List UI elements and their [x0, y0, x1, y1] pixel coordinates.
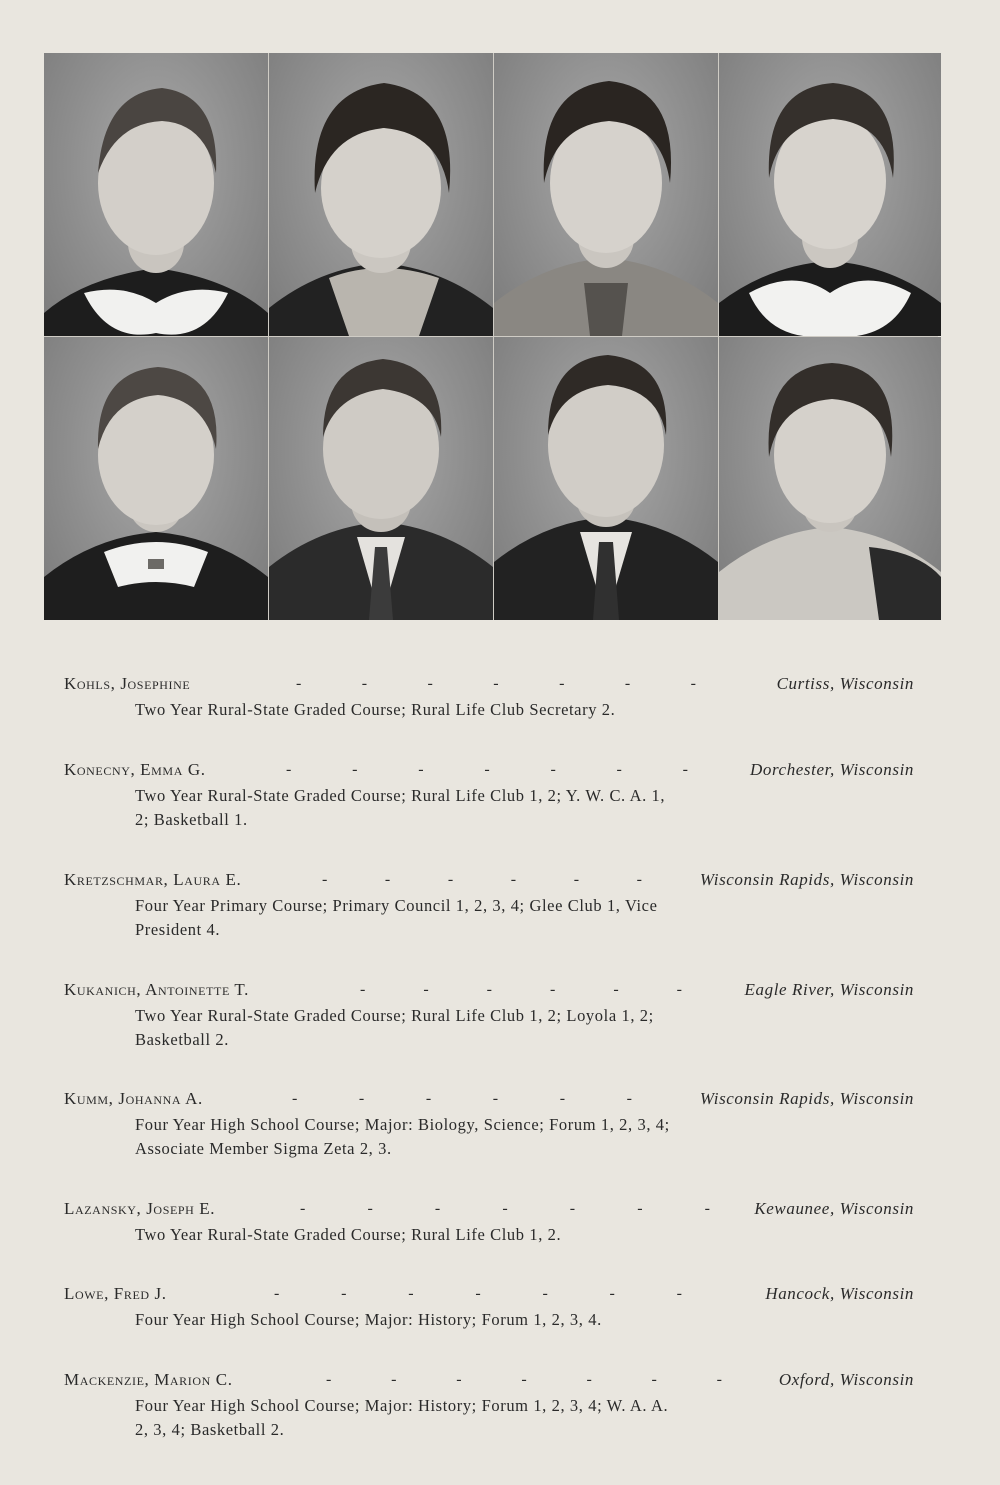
- leader-dash: -: [569, 1200, 576, 1217]
- leader-dash: -: [542, 1285, 548, 1302]
- description-line: Four Year High School Course; Major: History; Forum 1, 2, 3, 4.: [135, 1310, 602, 1329]
- entry-header: [64, 1366, 914, 1394]
- entry-kretzschmar: [64, 866, 914, 942]
- entry-description: [135, 1004, 850, 1052]
- leader-dash: -: [626, 1090, 632, 1107]
- portrait-lazansky: [269, 337, 493, 620]
- student-hometown: Dorchester, Wisconsin: [749, 760, 914, 779]
- leader-dash: -: [358, 1090, 365, 1107]
- leader-dash: -: [636, 871, 642, 888]
- leader-dash: -: [609, 1285, 615, 1302]
- entry-mackenzie: [64, 1366, 914, 1442]
- leader-dash: -: [559, 1090, 566, 1107]
- student-hometown: Kewaunee, Wisconsin: [754, 1199, 914, 1218]
- leader-dash: -: [676, 1285, 682, 1302]
- description-line: Four Year High School Course; Major: Biology, Science; Forum 1, 2, 3, 4;: [135, 1115, 670, 1134]
- leader-dash: -: [586, 1371, 592, 1388]
- leader-dash: -: [296, 675, 302, 692]
- entry-kukanich: [64, 976, 914, 1052]
- student-name: Kukanich, Antoinette T.: [64, 980, 249, 999]
- student-hometown: Oxford, Wisconsin: [778, 1370, 914, 1389]
- leader-dash: -: [550, 761, 556, 778]
- portrait-kohls-image: [44, 53, 268, 336]
- description-line: 2, 3, 4; Basketball 2.: [135, 1420, 285, 1439]
- entry-kohls: [64, 670, 914, 722]
- leader-dash: -: [326, 1371, 332, 1388]
- leader-dash: -: [510, 871, 517, 888]
- leader-dash: -: [418, 761, 424, 778]
- leader-dash: -: [361, 675, 368, 692]
- description-line: Four Year Primary Course; Primary Council 1, 2, 3, 4; Glee Club 1, Vice: [135, 896, 658, 915]
- leader-dash: -: [492, 1090, 499, 1107]
- student-name: Kumm, Johanna A.: [64, 1089, 203, 1108]
- student-hometown: Wisconsin Rapids, Wisconsin: [699, 870, 914, 889]
- portrait-mackenzie: [719, 337, 941, 620]
- student-hometown: Curtiss, Wisconsin: [776, 674, 914, 693]
- leader-dash: -: [423, 981, 429, 998]
- leader-dash: -: [427, 675, 433, 692]
- leader-dash: -: [616, 761, 622, 778]
- portrait-kukanich: [719, 53, 941, 336]
- leader-dash: -: [549, 981, 556, 998]
- entry-description: [135, 1113, 850, 1161]
- description-line: President 4.: [135, 920, 221, 939]
- description-line: Two Year Rural-State Graded Course; Rural Life Club 1, 2; Loyola 1, 2;: [135, 1006, 654, 1025]
- leader-dashes: [286, 756, 688, 784]
- entry-description: [135, 784, 850, 832]
- portrait-konecny-image: [269, 53, 493, 336]
- entry-header: [64, 1195, 914, 1223]
- entry-header: [64, 670, 914, 698]
- portrait-mackenzie-image: [719, 337, 941, 620]
- leader-dash: -: [367, 1200, 373, 1217]
- leader-dash: -: [447, 871, 454, 888]
- entry-header: [64, 1085, 914, 1113]
- student-name: Lowe, Fred J.: [64, 1284, 167, 1303]
- description-line: Two Year Rural-State Graded Course; Rural Life Club 1, 2; Y. W. C. A. 1,: [135, 786, 666, 805]
- leader-dash: -: [521, 1371, 527, 1388]
- leader-dash: -: [716, 1371, 722, 1388]
- portrait-kretzschmar: [494, 53, 718, 336]
- leader-dashes: [296, 670, 696, 698]
- student-name: Konecny, Emma G.: [64, 760, 206, 779]
- leader-dashes: [292, 1085, 632, 1113]
- portrait-kumm-image: [44, 337, 268, 620]
- leader-dashes: [326, 1366, 722, 1394]
- entry-header: [64, 1280, 914, 1308]
- portrait-kretzschmar-image: [494, 53, 718, 336]
- leader-dash: -: [300, 1200, 306, 1217]
- description-line: Two Year Rural-State Graded Course; Rural Life Club Secretary 2.: [135, 700, 616, 719]
- leader-dash: -: [292, 1090, 298, 1107]
- leader-dash: -: [286, 761, 292, 778]
- leader-dash: -: [690, 675, 696, 692]
- leader-dash: -: [682, 761, 688, 778]
- student-name: Kohls, Josephine: [64, 674, 191, 693]
- student-hometown: Wisconsin Rapids, Wisconsin: [699, 1089, 914, 1108]
- leader-dash: -: [502, 1200, 508, 1217]
- student-hometown: Eagle River, Wisconsin: [744, 980, 914, 999]
- leader-dash: -: [624, 675, 631, 692]
- portrait-lazansky-image: [269, 337, 493, 620]
- leader-dash: -: [274, 1285, 280, 1302]
- leader-dash: -: [676, 981, 682, 998]
- leader-dash: -: [360, 981, 366, 998]
- leader-dash: -: [651, 1371, 657, 1388]
- leader-dash: -: [425, 1090, 432, 1107]
- leader-dash: -: [484, 761, 490, 778]
- leader-dashes: [274, 1280, 682, 1308]
- leader-dash: -: [434, 1200, 441, 1217]
- portrait-kumm: [44, 337, 268, 620]
- entry-description: [135, 1394, 850, 1442]
- leader-dashes: [360, 976, 682, 1004]
- leader-dash: -: [559, 675, 565, 692]
- description-line: Two Year Rural-State Graded Course; Rural Life Club 1, 2.: [135, 1225, 562, 1244]
- portrait-konecny: [269, 53, 493, 336]
- entry-description: [135, 894, 850, 942]
- entry-description: [135, 698, 850, 722]
- entry-konecny: [64, 756, 914, 832]
- entry-header: [64, 866, 914, 894]
- leader-dash: -: [408, 1285, 414, 1302]
- leader-dash: -: [352, 761, 358, 778]
- entry-kumm: [64, 1085, 914, 1161]
- leader-dashes: [322, 866, 642, 894]
- leader-dash: -: [341, 1285, 347, 1302]
- leader-dash: -: [391, 1371, 397, 1388]
- leader-dash: -: [613, 981, 619, 998]
- student-name: Lazansky, Joseph E.: [64, 1199, 216, 1218]
- portrait-lowe-image: [494, 337, 718, 620]
- student-name: Mackenzie, Marion C.: [64, 1370, 233, 1389]
- description-line: Associate Member Sigma Zeta 2, 3.: [135, 1139, 392, 1158]
- leader-dash: -: [322, 871, 328, 888]
- student-hometown: Hancock, Wisconsin: [765, 1284, 914, 1303]
- leader-dashes: [300, 1195, 710, 1223]
- leader-dash: -: [704, 1200, 710, 1217]
- portrait-kukanich-image: [719, 53, 941, 336]
- entry-lazansky: [64, 1195, 914, 1247]
- entry-lowe: [64, 1280, 914, 1332]
- entry-description: [135, 1308, 850, 1332]
- portrait-lowe: [494, 337, 718, 620]
- leader-dash: -: [493, 675, 499, 692]
- leader-dash: -: [475, 1285, 481, 1302]
- leader-dash: -: [384, 871, 391, 888]
- entry-description: [135, 1223, 850, 1247]
- entry-header: [64, 976, 914, 1004]
- description-line: 2; Basketball 1.: [135, 810, 248, 829]
- leader-dash: -: [486, 981, 492, 998]
- portrait-kohls: [44, 53, 268, 336]
- leader-dash: -: [456, 1371, 462, 1388]
- portrait-grid: [44, 53, 938, 620]
- leader-dash: -: [637, 1200, 643, 1217]
- description-line: Basketball 2.: [135, 1030, 229, 1049]
- student-name: Kretzschmar, Laura E.: [64, 870, 242, 889]
- leader-dash: -: [573, 871, 580, 888]
- entry-header: [64, 756, 914, 784]
- description-line: Four Year High School Course; Major: History; Forum 1, 2, 3, 4; W. A. A.: [135, 1396, 669, 1415]
